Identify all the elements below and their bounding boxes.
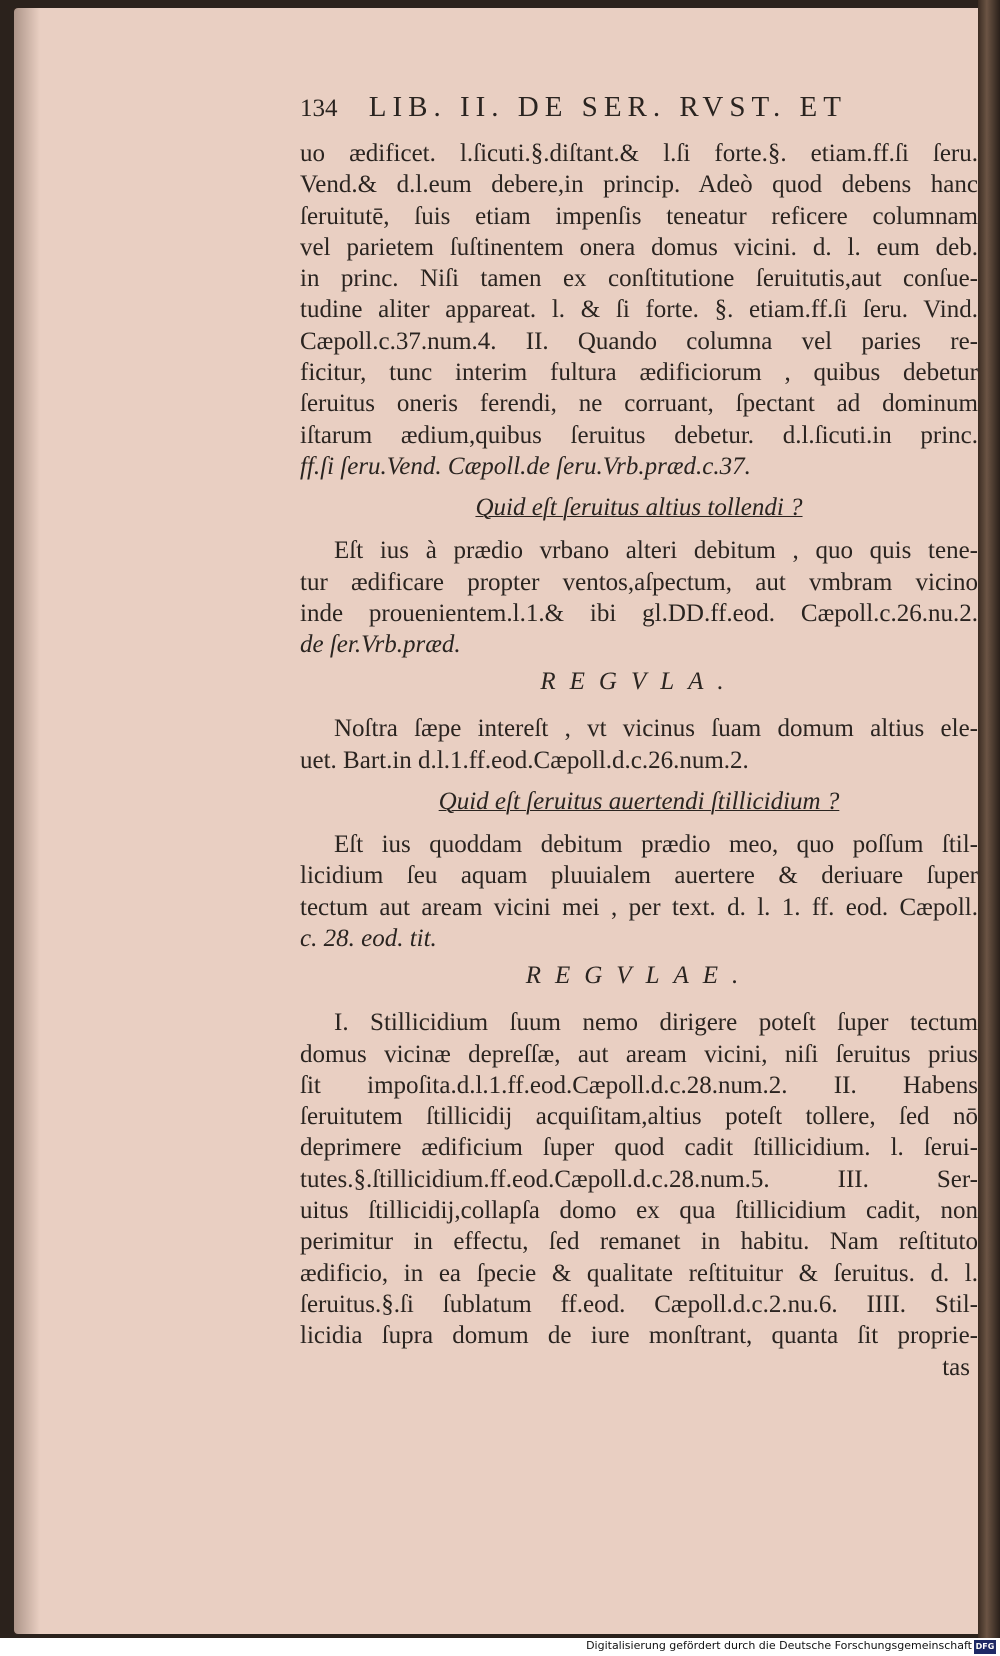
text-line: in princ. Niſi tamen ex conſtitutione ſeruitutis,aut conſue-: [300, 265, 978, 293]
running-header: [300, 92, 978, 132]
question-heading: [300, 786, 978, 817]
text-line: I. Stillicidium ſuum nemo dirigere poteſt ſuper tectum: [334, 1009, 978, 1037]
dfg-logo: DFG: [974, 1640, 996, 1654]
text-line: iſtarum ædium,quibus ſeruitus debetur. d.l.ſicuti.in princ.: [300, 421, 978, 449]
folio-number: 134: [300, 95, 338, 122]
text-line: tudine aliter appareat. l. & ſi forte. §. etiam.ff.ſi ſeru. Vind.: [300, 296, 978, 324]
text-line: ædificio, in ea ſpecie & qualitate reſtituitur & ſeruitus. d. l.: [300, 1259, 978, 1287]
text-line: vel parietem ſuſtinentem onera domus vicini. d. l. eum deb.: [300, 233, 978, 261]
text-line: Cæpoll.c.37.num.4. II. Quando columna vel paries re-: [300, 327, 978, 355]
text-line: ſeruitutē, ſuis etiam impenſis teneatur reficere columnam: [300, 202, 978, 230]
question-heading: [300, 492, 978, 523]
opening-paragraph: [300, 138, 978, 482]
page-gutter-shadow: [14, 8, 40, 1634]
text-line: inde prouenientem.l.1.& ibi gl.DD.ff.eod. Cæpoll.c.26.nu.2.: [300, 599, 978, 627]
digitization-credit: Digitalisierung gefördert durch die Deutsche Forschungsgemeinschaft: [586, 1639, 972, 1652]
text-line: deprimere ædificium ſuper quod cadit ſtillicidium. l. ſerui-: [300, 1134, 978, 1162]
text-line: ſeruitus oneris ferendi, ne corruant, ſpectant ad dominum: [300, 390, 978, 418]
text-line: tutes.§.ſtillicidium.ff.eod.Cæpoll.d.c.28.num.5. III. Ser-: [300, 1165, 978, 1193]
text-line: ficitur, tunc interim fultura ædificiorum , quibus debetur: [300, 359, 978, 387]
text-line: uo ædificet. l.ſicuti.§.diſtant.& l.ſi forte.§. etiam.ff.ſi ſeru.: [300, 140, 978, 167]
text-line: Vend.& d.l.eum debere,in princip. Adeò quod debens hanc: [300, 171, 978, 199]
page-text: [300, 92, 978, 1383]
definition-paragraph: [300, 535, 978, 660]
regulae-paragraph: [300, 1007, 978, 1351]
text-line: ff.ſi ſeru.Vend. Cæpoll.de ſeru.Vrb.præd.c.37.: [300, 452, 751, 480]
question-text: Quid eſt ſeruitus altius tollendi ?: [475, 494, 803, 522]
page-edge: [978, 0, 1000, 1638]
text-line: tectum aut aream vicini mei , per text. d. l. 1. ff. eod. Cæpoll.: [300, 893, 978, 921]
definition-paragraph: [300, 829, 978, 954]
text-line: tur ædificare propter ventos,aſpectum, aut vmbram vicino: [300, 568, 978, 596]
text-line: ſit impoſita.d.l.1.ff.eod.Cæpoll.d.c.28.num.2. II. Habens: [300, 1071, 978, 1099]
text-line: c. 28. eod. tit.: [300, 924, 437, 952]
running-title: LIB. II. DE SER. RVST. ET: [368, 91, 847, 123]
text-line: de ſer.Vrb.præd.: [300, 631, 461, 659]
text-line: Noſtra ſæpe intereſt , vt vicinus ſuam domum altius ele-: [334, 715, 978, 743]
text-line: domus vicinæ depreſſæ, aut aream vicini, niſi ſeruitus prius: [300, 1040, 978, 1068]
text-line: Eſt ius quoddam debitum prædio meo, quo poſſum ſtil-: [334, 831, 978, 859]
text-line: ſeruitutem ſtillicidij acquiſitam,altius poteſt tollere, ſed nō: [300, 1103, 978, 1131]
text-line: licidium ſeu aquam pluuialem auertere & deriuare ſuper: [300, 862, 978, 890]
regulae-heading: REGVLAE.: [525, 962, 753, 990]
text-line: Eſt ius à prædio vrbano alteri debitum , quo quis tene-: [334, 537, 978, 565]
text-line: uitus ſtillicidij,collapſa domo ex qua ſtillicidium cadit, non: [300, 1197, 978, 1225]
text-line: licidia ſupra domum de iure monſtrant, quanta ſit proprie-: [300, 1322, 978, 1350]
regula-heading: REGVLA.: [540, 668, 738, 696]
text-line: ſeruitus.§.ſi ſublatum ff.eod. Cæpoll.d.c.2.nu.6. IIII. Stil-: [300, 1290, 978, 1318]
regula-paragraph: [300, 713, 978, 776]
catchword: tas: [942, 1353, 970, 1381]
text-line: uet. Bart.in d.l.1.ff.eod.Cæpoll.d.c.26.num.2.: [300, 746, 749, 774]
question-text: Quid eſt ſeruitus auertendi ſtillicidium ?: [438, 788, 840, 816]
text-line: perimitur in effectu, ſed remanet in habitu. Nam reſtituto: [300, 1228, 978, 1256]
